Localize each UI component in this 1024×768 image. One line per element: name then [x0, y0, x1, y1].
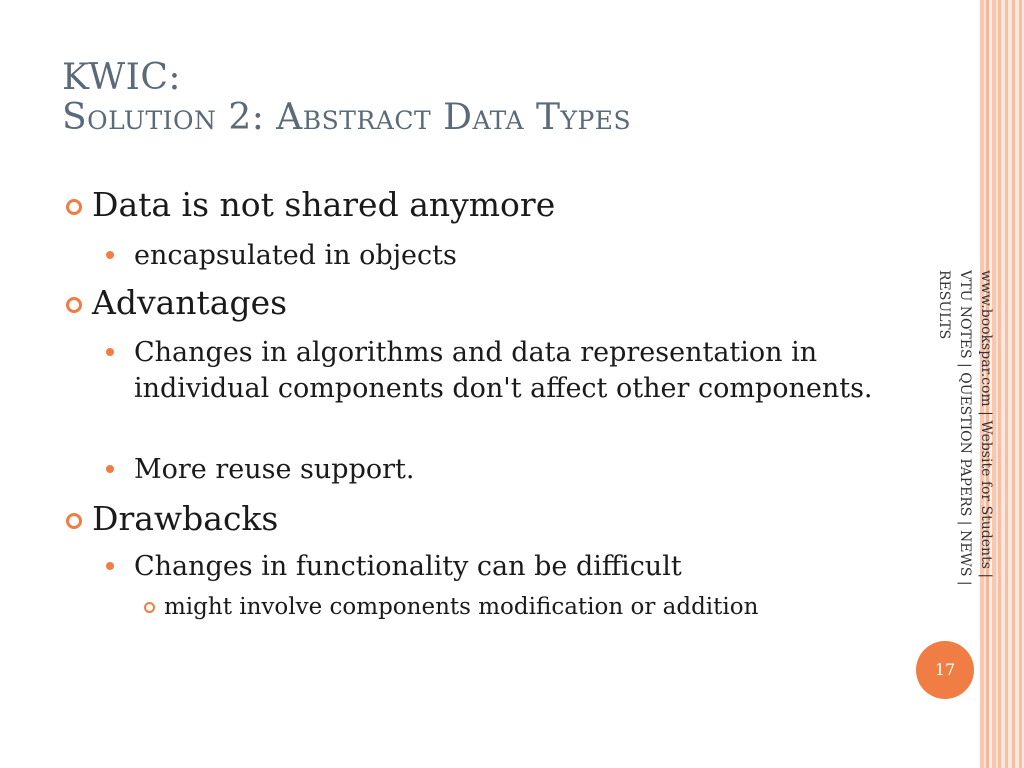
dot-bullet-icon	[106, 348, 114, 356]
bullet-text: Drawbacks	[92, 499, 279, 538]
ring-bullet-icon	[66, 513, 82, 529]
decorative-stripes-inner	[998, 0, 1024, 768]
slide-title-line2: Solution 2: Abstract Data Types	[62, 97, 632, 138]
bullet-text: Advantages	[92, 283, 288, 322]
ring-bullet-icon	[144, 602, 155, 613]
dot-bullet-icon	[106, 465, 114, 473]
slide-title	[62, 58, 631, 138]
bullet-text: Changes in functionality can be difficult	[134, 551, 682, 582]
bullet-text: More reuse support.	[134, 454, 415, 485]
bullet-text: Data is not shared anymore	[92, 185, 556, 224]
dot-bullet-icon	[106, 562, 114, 570]
ring-bullet-icon	[66, 199, 82, 215]
dot-bullet-icon	[106, 251, 114, 259]
bullet-text: Changes in algorithms and data representation in individual components don't affect other components.	[134, 337, 873, 404]
ring-bullet-icon	[66, 297, 82, 313]
side-watermark-label: www.bookspar.com | Website for Students | VTU NOTES | QUESTION PAPERS | NEWS | RESULTS	[936, 270, 994, 586]
slide-title-line1: KWIC:	[62, 57, 182, 98]
side-watermark-text	[930, 270, 996, 610]
page-number-badge: 17	[916, 641, 974, 699]
bullet-text: encapsulated in objects	[134, 240, 457, 271]
bullet-text: might involve components modification or addition	[164, 594, 759, 620]
